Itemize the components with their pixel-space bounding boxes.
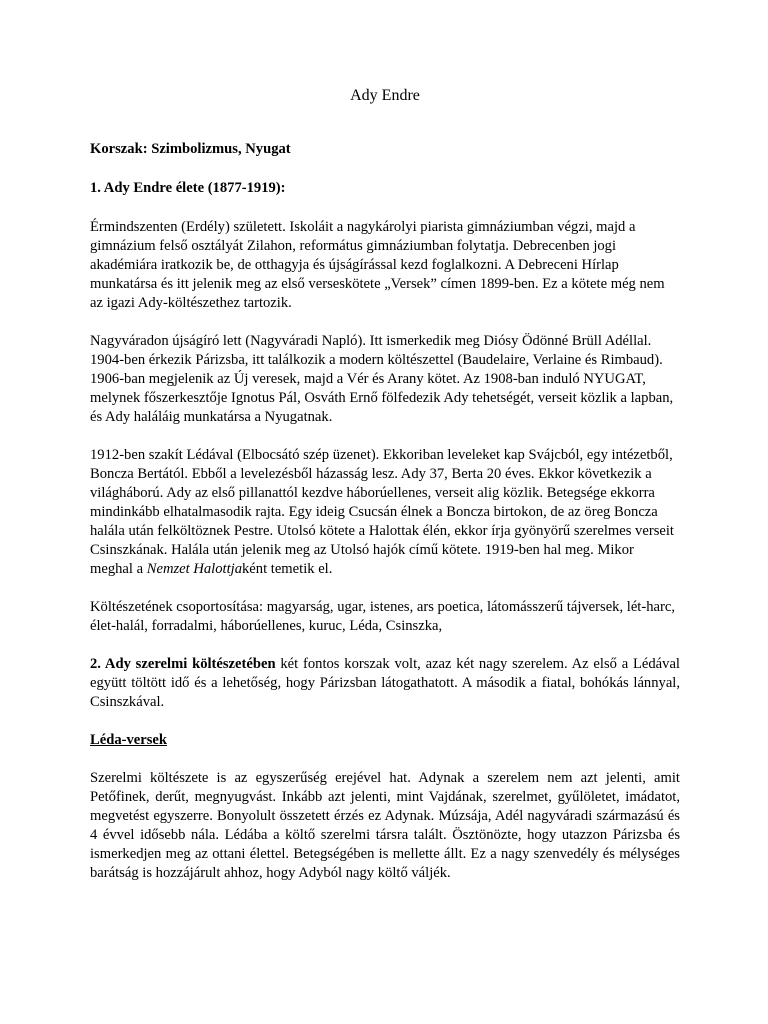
section2-paragraph (90, 655, 680, 712)
document-body (90, 86, 680, 902)
nemzet-halottja-italic: Nemzet Halottja (146, 561, 242, 577)
section1-heading: 1. Ady Endre élete (1877-1919): (90, 180, 286, 196)
paragraph-later-life-end: ként temetik el. (242, 561, 333, 577)
section2-text: két fontos korszak volt, azaz két nagy szerelem. Az első a Lédával együtt töltött idő és a lehetőség, hogy Párizsban látogathatott. A második a fiatal, bohókás lánnyal, Csinszkával. (90, 656, 680, 710)
page-title: Ady Endre (350, 87, 420, 104)
paragraph-birth-education: Érmindszenten (Erdély) született. Iskoláit a nagykárolyi piarista gimnáziumban végzi, majd a gimnázium felső osztályát Zilahon, református gimnáziumban folytatja. Debrecenben jogi akadémiára iratkozik be, de otthagyja és újságírással kezd foglalkozni. A Debreceni Hírlap munkatársa és itt jelenik meg az első verseskötete „Versek” címen 1899-ben. Ez a kötete még nem az igazi Ady-költészethez tartozik. (90, 219, 665, 311)
leda-versek-heading: Léda-versek (90, 732, 168, 748)
era-heading: Korszak: Szimbolizmus, Nyugat (90, 141, 291, 157)
paragraph-poetry-groups: Költészetének csoportosítása: magyarság, ugar, istenes, ars poetica, látomásszerű tájversek, lét-harc, élet-halál, forradalmi, háborúellenes, kuruc, Léda, Csinszka, (90, 599, 675, 634)
paragraph-leda: Szerelmi költészete is az egyszerűség erejével hat. Adynak a szerelem nem azt jelenti, amit Petőfinek, derűt, megnyugvást. Inkább azt jelenti, mint Vajdának, szerelmet, gyűlöletet, imádatot, megvetést egyszerre. Bonyolult összetett érzés ez Adynak. Múzsája, Adél nagyváradi származású és 4 évvel idősebb nála. Lédába a költő szerelmi társra talált. Ösztönözte, hogy utazzon Párizsba és ismerkedjen meg az ottani élettel. Betegségében is mellette állt. Ez a nagy szenvedély és mélységes barátság is hozzájárult ahhoz, hogy Adyból nagy költő váljék. (90, 770, 680, 881)
section2-heading: 2. Ady szerelmi költészetében (90, 656, 276, 672)
paragraph-nagyvarad: Nagyváradon újságíró lett (Nagyváradi Napló). Itt ismerkedik meg Diósy Ödönné Brüll Adéllal. 1904-ben érkezik Párizsba, itt találkozik a modern költészettel (Baudelaire, Verlaine és Rimbaud). 1906-ban megjelenik az Új veresek, majd a Vér és Arany kötet. Az 1908-ban induló NYUGAT, melynek főszerkesztője Ignotus Pál, Osváth Ernő fölfedezik Ady tehetségét, verseit közlik a lapban, és Ady haláláig munkatársa a Nyugatnak. (90, 333, 674, 425)
paragraph-later-life-text: 1912-ben szakít Lédával (Elbocsátó szép üzenet). Ekkoriban leveleket kap Svájcból, egy intézetből, Boncza Bertától. Ebből a levelezésből házasság lesz. Ady 37, Berta 20 éves. Ekkor következik a világháború. Ady az első pillanattól kezdve háborúellenes, verseit alig közlik. Betegsége ekkorra mindinkább elhatalmasodik rajta. Egy ideig Csucsán élnek a Boncza birtokon, de az öreg Boncza halála után felköltöznek Pestre. Utolsó kötete a Halottak élén, ekkor írja gyönyörű szerelmes verseit Csinszkának. Halála után jelenik meg az Utolsó hajók című kötete. 1919-ben hal meg. Mikor meghal a (90, 447, 674, 577)
paragraph-later-life (90, 446, 680, 579)
